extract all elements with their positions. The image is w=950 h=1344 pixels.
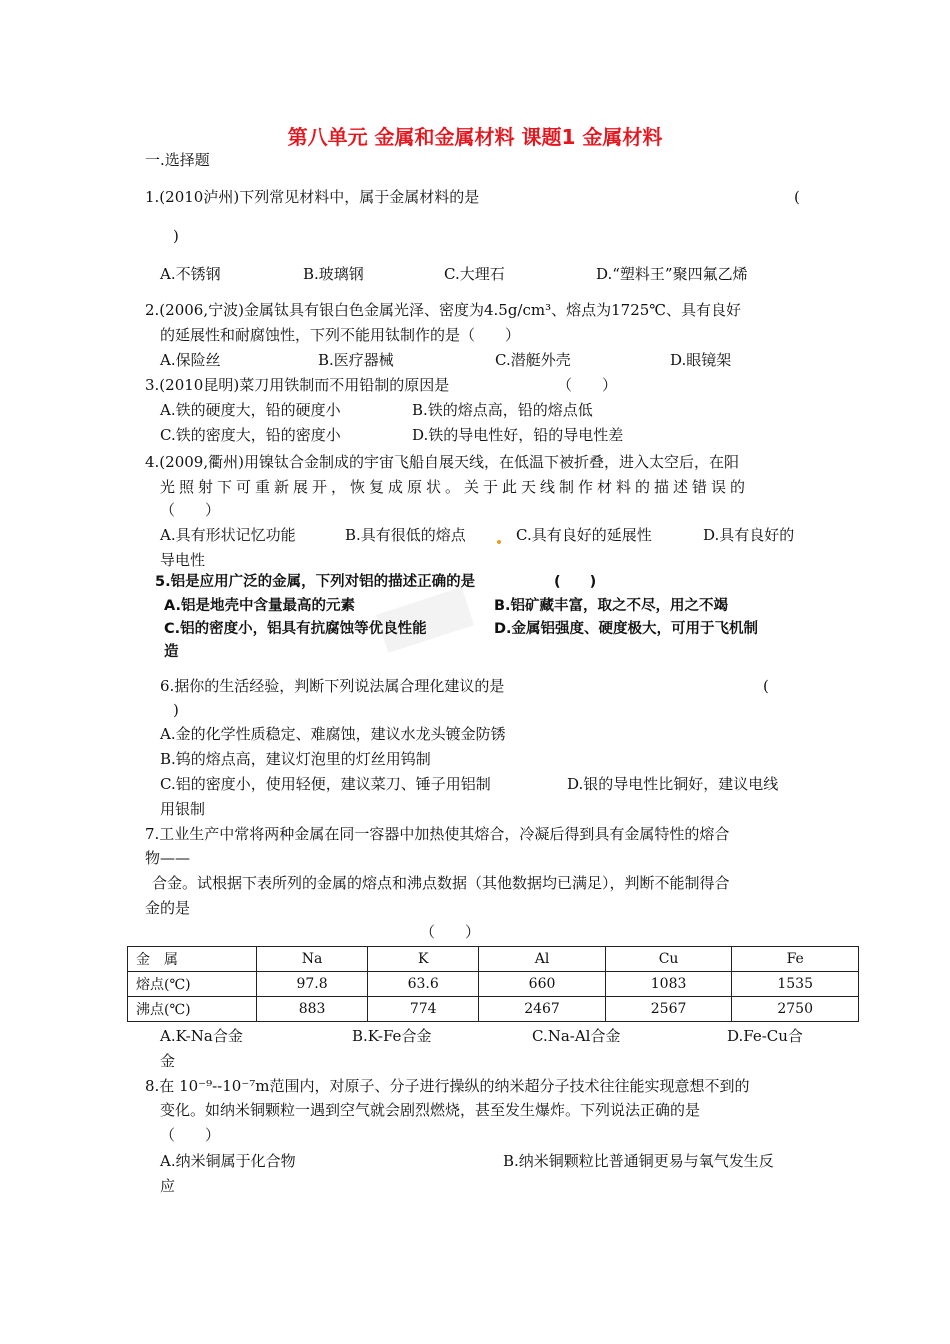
stray-mark <box>497 540 501 544</box>
q1-paren-close: ) <box>173 227 179 245</box>
table-cell: 2467 <box>479 997 606 1022</box>
table-cell: 熔点(℃) <box>128 972 257 997</box>
q7-line4: 金的是 <box>145 899 191 917</box>
table-cell: 660 <box>479 972 606 997</box>
table-header-cell: Na <box>257 947 368 972</box>
q5-option-a: A.铝是地壳中含量最高的元素 <box>164 598 355 614</box>
table-cell: 沸点(℃) <box>128 997 257 1022</box>
q7-line1: 7.工业生产中常将两种金属在同一容器中加热使其熔合，冷凝后得到具有金属特性的熔合 <box>145 825 730 843</box>
q8-paren: （ ） <box>160 1126 221 1144</box>
q4-option-a: A.具有形状记忆功能 <box>160 526 296 544</box>
q2-option-d: D.眼镜架 <box>670 351 732 369</box>
q3-option-a: A.铁的硬度大，铅的硬度小 <box>160 401 341 419</box>
q7-option-c: C.Na-Al合金 <box>532 1027 621 1045</box>
q7-paren: （ ） <box>420 923 481 941</box>
q1-option-b: B.玻璃钢 <box>303 265 364 283</box>
table-cell: 97.8 <box>257 972 368 997</box>
q3-option-b: B.铁的熔点高，铅的熔点低 <box>412 401 593 419</box>
q6-option-b: B.钨的熔点高，建议灯泡里的灯丝用钨制 <box>160 750 431 768</box>
q3-stem: 3.(2010昆明)菜刀用铁制而不用铅制的原因是 <box>145 376 450 394</box>
q4-option-b: B.具有很低的熔点 <box>345 526 466 544</box>
q2-line1: 2.(2006,宁波)金属钛具有银白色金属光泽、密度为4.5g/cm³、熔点为1725℃、具有良好 <box>145 301 742 319</box>
q6-paren-open: ( <box>763 677 769 695</box>
q8-option-a: A.纳米铜属于化合物 <box>160 1152 296 1170</box>
q2-option-a: A.保险丝 <box>160 351 221 369</box>
q4-option-c: C.具有良好的延展性 <box>516 526 652 544</box>
q1-option-a: A.不锈钢 <box>160 265 221 283</box>
table-header-cell: Fe <box>732 947 859 972</box>
q8-line2: 变化。如纳米铜颗粒一遇到空气就会剧烈燃烧，甚至发生爆炸。下列说法正确的是 <box>160 1101 701 1119</box>
q1-paren-open: ( <box>794 188 800 206</box>
q5-option-d-wrap: 造 <box>164 644 179 660</box>
q3-option-d: D.铁的导电性好，铅的导电性差 <box>412 426 624 444</box>
q6-paren-close: ) <box>173 701 179 719</box>
q8-option-b: B.纳米铜颗粒比普通铜更易与氧气发生反 <box>503 1152 774 1170</box>
q6-option-c: C.铝的密度小，使用轻便，建议菜刀、锤子用铝制 <box>160 775 491 793</box>
q5-paren: ( ) <box>554 574 597 590</box>
table-row <box>128 972 859 997</box>
q8-option-b-wrap: 应 <box>160 1177 176 1195</box>
q6-option-d-wrap: 用银制 <box>160 800 206 818</box>
table-header-cell: 金 属 <box>128 947 257 972</box>
q7-option-a: A.K-Na合金 <box>160 1027 243 1045</box>
table-cell: 2567 <box>605 997 732 1022</box>
q8-line1: 8.在 10⁻⁹--10⁻⁷m范围内，对原子、分子进行操纵的纳米超分子技术往往能实现意想不到的 <box>145 1077 750 1095</box>
q1-stem: 1.(2010泸州)下列常见材料中，属于金属材料的是 <box>145 188 480 206</box>
table-cell: 1535 <box>732 972 859 997</box>
q7-line2: 物—— <box>145 849 191 867</box>
q5-option-c: C.铝的密度小，铝具有抗腐蚀等优良性能 <box>164 621 427 637</box>
melting-boiling-table <box>127 946 859 1022</box>
q6-option-a: A.金的化学性质稳定、难腐蚀，建议水龙头镀金防锈 <box>160 725 506 743</box>
table-cell: 2750 <box>732 997 859 1022</box>
q3-option-c: C.铁的密度大，铅的密度小 <box>160 426 341 444</box>
q5-option-b: B.铝矿藏丰富，取之不尽，用之不竭 <box>494 598 729 614</box>
q4-line1: 4.(2009,衢州)用镍钛合金制成的宇宙飞船自展天线，在低温下被折叠，进入太空后，在阳 <box>145 453 739 471</box>
table-header-cell: Al <box>479 947 606 972</box>
table-header-cell: Cu <box>605 947 732 972</box>
q5-option-d: D.金属铝强度、硬度极大，可用于飞机制 <box>494 621 759 637</box>
section-heading: 一.选择题 <box>145 151 210 169</box>
table-header-cell: K <box>368 947 479 972</box>
q7-option-d: D.Fe-Cu合 <box>727 1027 803 1045</box>
q7-option-d-wrap: 金 <box>160 1052 176 1070</box>
q5-stem: 5.铝是应用广泛的金属，下列对铝的描述正确的是 <box>155 574 476 590</box>
q4-option-d: D.具有良好的 <box>703 526 795 544</box>
table-cell: 1083 <box>605 972 732 997</box>
q4-paren: （ ） <box>160 501 221 519</box>
q3-paren: （ ） <box>557 376 618 394</box>
table-header-row <box>128 947 859 972</box>
q2-option-c: C.潜艇外壳 <box>495 351 571 369</box>
q6-option-d: D.银的导电性比铜好，建议电线 <box>567 775 779 793</box>
q4-option-d-wrap: 导电性 <box>160 551 206 569</box>
table-row <box>128 997 859 1022</box>
page-title: 第八单元 金属和金属材料 课题1 金属材料 <box>287 125 663 149</box>
q2-line2: 的延展性和耐腐蚀性，下列不能用钛制作的是（ ） <box>160 326 521 344</box>
table-cell: 774 <box>368 997 479 1022</box>
q6-stem: 6.据你的生活经验，判断下列说法属合理化建议的是 <box>160 677 505 695</box>
table-cell: 883 <box>257 997 368 1022</box>
q4-line2: 光照射下可重新展开，恢复成原状。关于此天线制作材料的描述错误的 <box>160 478 750 496</box>
q1-option-c: C.大理石 <box>444 265 505 283</box>
q7-option-b: B.K-Fe合金 <box>352 1027 432 1045</box>
q7-line3: 合金。试根据下表所列的金属的熔点和沸点数据（其他数据均已满足），判断不能制得合 <box>152 874 730 892</box>
q2-option-b: B.医疗器械 <box>318 351 394 369</box>
table-cell: 63.6 <box>368 972 479 997</box>
q1-option-d: D.“塑料王”聚四氟乙烯 <box>596 265 748 283</box>
